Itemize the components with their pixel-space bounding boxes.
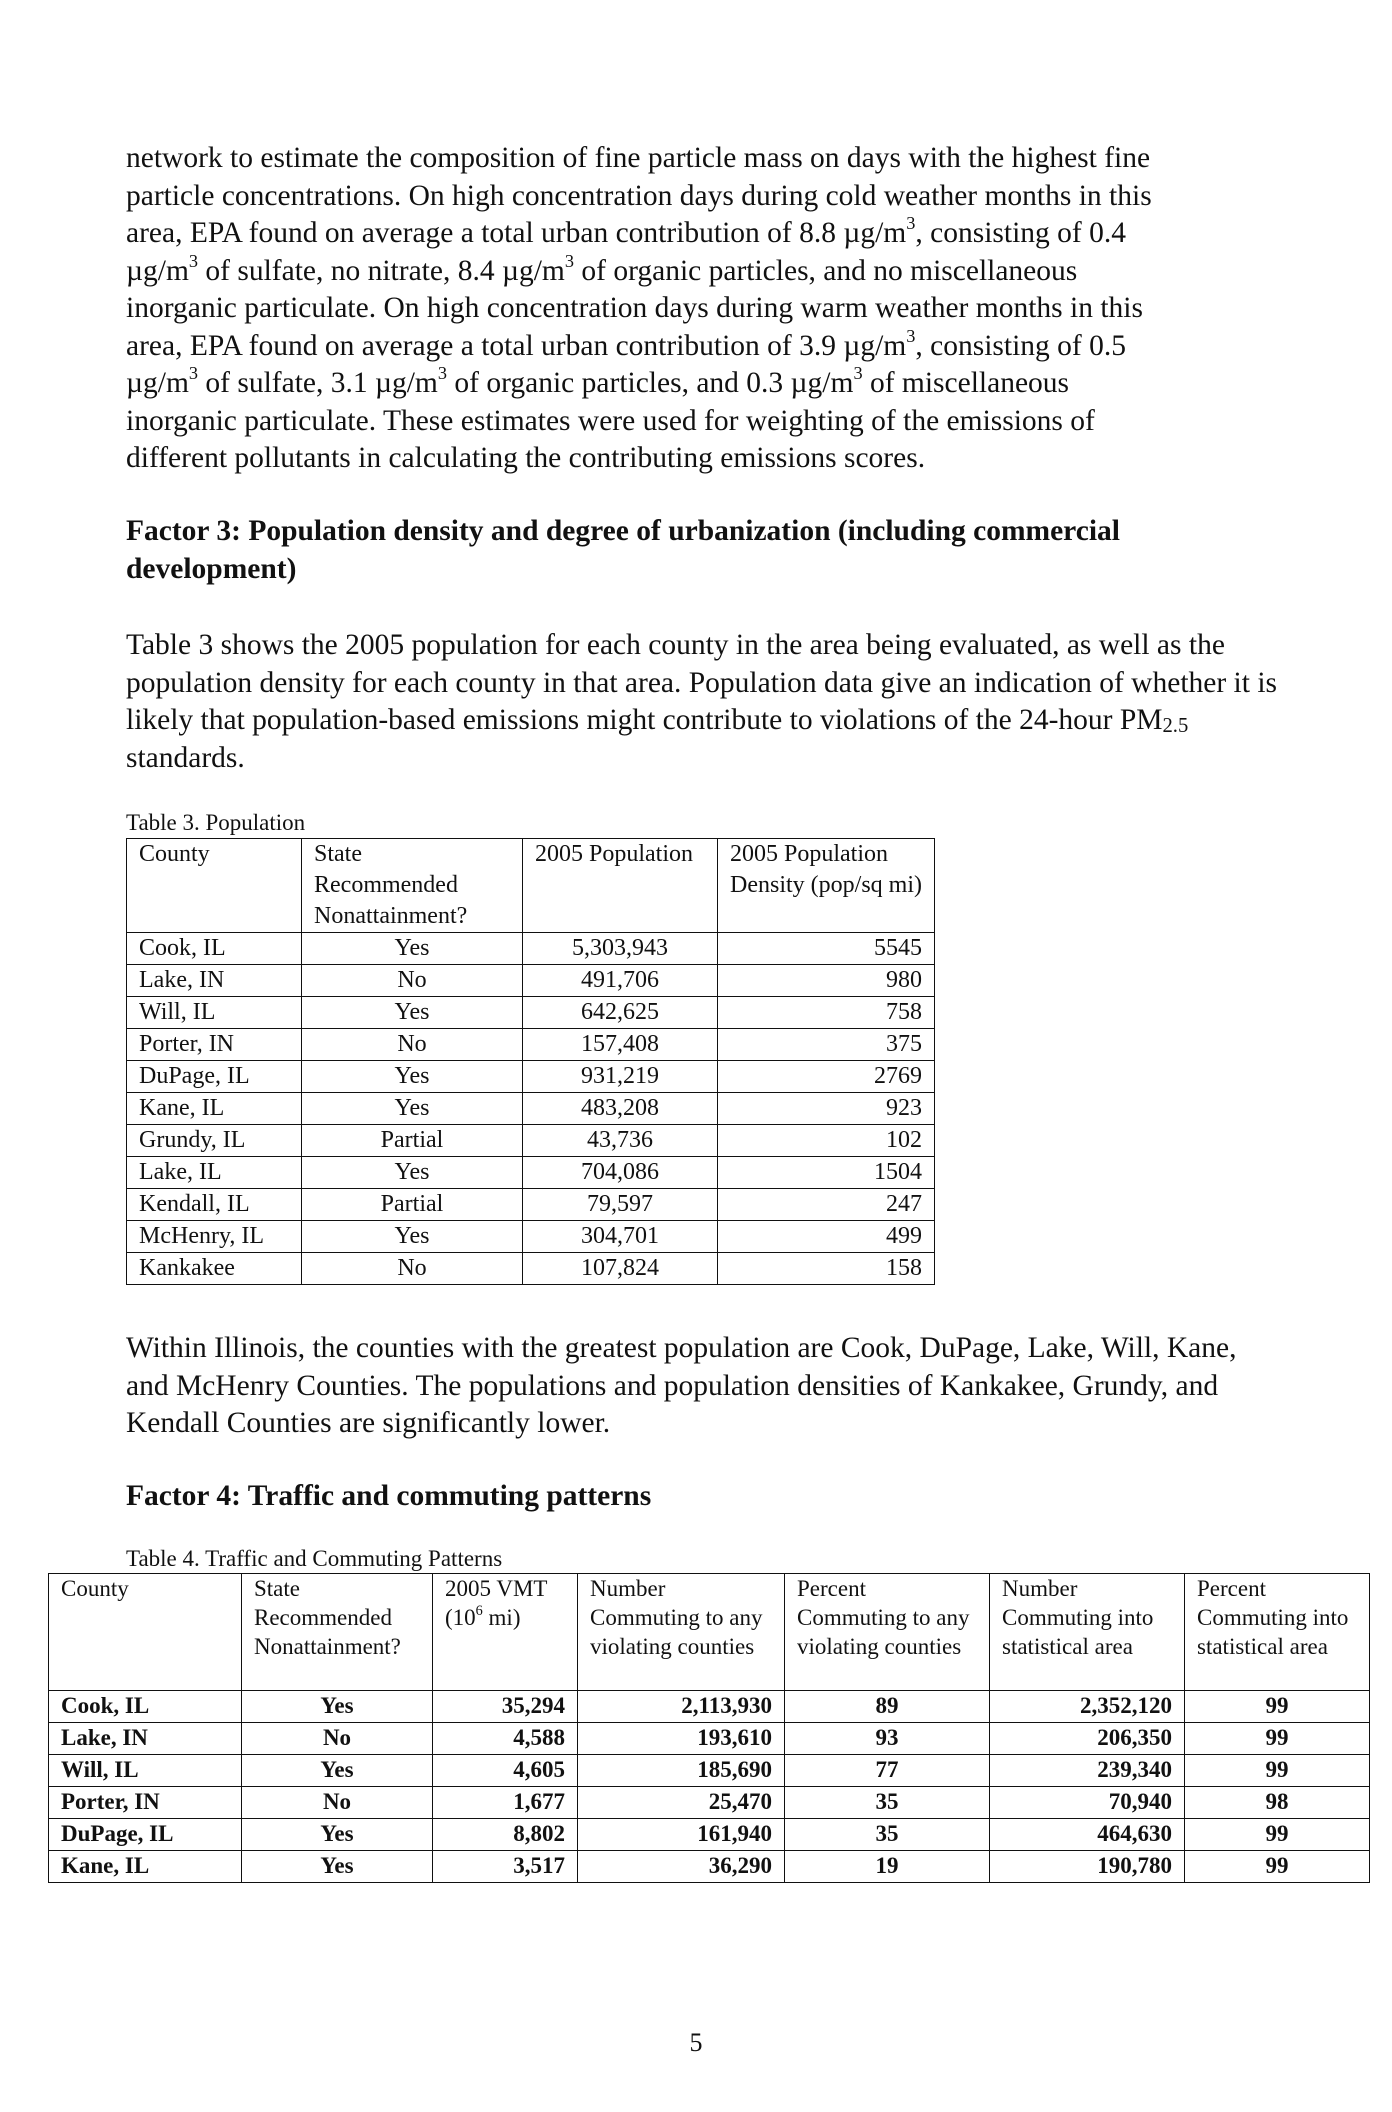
- table-cell: Yes: [302, 997, 523, 1029]
- table-header-row: [127, 839, 935, 933]
- table-cell: 704,086: [523, 1157, 718, 1189]
- table-cell: 70,940: [990, 1787, 1185, 1819]
- col-state-recommended: State Recommended Nonattainment?: [302, 839, 523, 933]
- table-cell: 193,610: [578, 1723, 785, 1755]
- table-cell: 239,340: [990, 1755, 1185, 1787]
- table-cell: 2769: [718, 1061, 935, 1093]
- table-cell: DuPage, IL: [127, 1061, 302, 1093]
- table-cell: 19: [785, 1851, 990, 1883]
- table-cell: 206,350: [990, 1723, 1185, 1755]
- table-cell: 375: [718, 1029, 935, 1061]
- table-row: [127, 1221, 935, 1253]
- table-row: [49, 1691, 1370, 1723]
- table-row: [49, 1851, 1370, 1883]
- table-cell: Yes: [302, 1221, 523, 1253]
- table-cell: Kankakee: [127, 1253, 302, 1285]
- table-row: [127, 997, 935, 1029]
- table-cell: 3,517: [433, 1851, 578, 1883]
- table-cell: No: [302, 1253, 523, 1285]
- table-cell: Partial: [302, 1189, 523, 1221]
- table-cell: Lake, IL: [127, 1157, 302, 1189]
- table-cell: 464,630: [990, 1819, 1185, 1851]
- table-cell: 304,701: [523, 1221, 718, 1253]
- table-cell: 642,625: [523, 997, 718, 1029]
- table-cell: Kane, IL: [127, 1093, 302, 1125]
- table-cell: 79,597: [523, 1189, 718, 1221]
- table-cell: 35,294: [433, 1691, 578, 1723]
- table-cell: Cook, IL: [127, 933, 302, 965]
- table-row: [127, 1125, 935, 1157]
- table-cell: Will, IL: [127, 997, 302, 1029]
- intro-line: $\mu g/m^3$ of sulfate, 3.1 $\mu g/m^3$ of organic particles, and 0.3 $\mu g/m^3$ of miscellaneous: [126, 363, 1070, 399]
- table3-caption: Table 3. Population: [126, 810, 306, 835]
- col-number-commuting-statistical: Number Commuting into statistical area: [990, 1574, 1185, 1691]
- table-row: [49, 1819, 1370, 1851]
- table-cell: 89: [785, 1691, 990, 1723]
- table-cell: 157,408: [523, 1029, 718, 1061]
- intro-line: area, EPA found on average a total urban contribution of 3.9 $\mu g/m^3$, consisting of 0.5: [126, 325, 1126, 362]
- table-cell: 107,824: [523, 1253, 718, 1285]
- col-population-density: 2005 Population Density (pop/sq mi): [718, 839, 935, 933]
- col-county: County: [127, 839, 302, 933]
- table-cell: McHenry, IL: [127, 1221, 302, 1253]
- table-cell: 923: [718, 1093, 935, 1125]
- table-cell: Kendall, IL: [127, 1189, 302, 1221]
- intro-line: different pollutants in calculating the contributing emissions scores.: [126, 442, 926, 474]
- table-cell: Lake, IN: [127, 965, 302, 997]
- intro-line: network to estimate the composition of fine particle mass on days with the highest fine: [126, 142, 1151, 174]
- table-cell: Yes: [242, 1755, 433, 1787]
- table-row: [127, 965, 935, 997]
- table-cell: Partial: [302, 1125, 523, 1157]
- table-header-row: [49, 1574, 1370, 1691]
- table-cell: DuPage, IL: [49, 1819, 242, 1851]
- intro-paragraph: [126, 140, 1286, 478]
- table-cell: 483,208: [523, 1093, 718, 1125]
- table-cell: 758: [718, 997, 935, 1029]
- table-cell: Yes: [302, 933, 523, 965]
- table-cell: Will, IL: [49, 1755, 242, 1787]
- table-cell: Porter, IN: [127, 1029, 302, 1061]
- table-cell: 158: [718, 1253, 935, 1285]
- intro-line: inorganic particulate. On high concentration days during warm weather months in this: [126, 292, 1143, 324]
- col-percent-commuting-violating: Percent Commuting to any violating counties: [785, 1574, 990, 1691]
- table-cell: 25,470: [578, 1787, 785, 1819]
- col-percent-commuting-statistical: Percent Commuting into statistical area: [1185, 1574, 1370, 1691]
- table-cell: Yes: [302, 1157, 523, 1189]
- table-cell: Yes: [242, 1819, 433, 1851]
- table-cell: 35: [785, 1787, 990, 1819]
- table-cell: 98: [1185, 1787, 1370, 1819]
- table-cell: 1,677: [433, 1787, 578, 1819]
- table-cell: 102: [718, 1125, 935, 1157]
- table-cell: 36,290: [578, 1851, 785, 1883]
- table-cell: 99: [1185, 1723, 1370, 1755]
- factor3-paragraph: Table 3 shows the 2005 population for each county in the area being evaluated, as well as the population density for each county in that area. Population data give an indication of whether it is likely that population-based emissions might contribute to violations of the 24-hour $PM_{2.5}$ standards.: [126, 629, 1278, 774]
- table-row: [127, 1253, 935, 1285]
- table-row: [49, 1723, 1370, 1755]
- table-cell: 161,940: [578, 1819, 785, 1851]
- table-cell: Yes: [302, 1093, 523, 1125]
- table-cell: No: [302, 965, 523, 997]
- table-cell: 5545: [718, 933, 935, 965]
- table-cell: 99: [1185, 1819, 1370, 1851]
- table-cell: 190,780: [990, 1851, 1185, 1883]
- table-cell: No: [302, 1029, 523, 1061]
- intro-line: area, EPA found on average a total urban contribution of 8.8 $\mu g/m^3$, consisting of 0.4: [126, 213, 1126, 249]
- table-cell: 5,303,943: [523, 933, 718, 965]
- table-cell: 1504: [718, 1157, 935, 1189]
- table-row: [127, 1029, 935, 1061]
- table-cell: Yes: [302, 1061, 523, 1093]
- table-row: [49, 1787, 1370, 1819]
- table-row: [127, 1093, 935, 1125]
- col-population: 2005 Population: [523, 839, 718, 933]
- table-row: [127, 933, 935, 965]
- factor3-heading: Factor 3: Population density and degree of urbanization (including commercial development): [126, 515, 1120, 585]
- table-cell: 43,736: [523, 1125, 718, 1157]
- table-cell: 931,219: [523, 1061, 718, 1093]
- table-cell: 185,690: [578, 1755, 785, 1787]
- table-cell: Cook, IL: [49, 1691, 242, 1723]
- col-county: County: [49, 1574, 242, 1691]
- table-cell: 8,802: [433, 1819, 578, 1851]
- table-cell: 499: [718, 1221, 935, 1253]
- table-cell: No: [242, 1723, 433, 1755]
- table-cell: 99: [1185, 1691, 1370, 1723]
- table-cell: Yes: [242, 1691, 433, 1723]
- page-number: 5: [689, 2028, 703, 2057]
- intro-line: $\mu g/m^3$ of sulfate, no nitrate, 8.4 $\mu g/m^3$ of organic particles, and no miscellaneous: [126, 250, 1078, 287]
- table4-caption: Table 4. Traffic and Commuting Patterns: [126, 1546, 503, 1571]
- col-vmt: 2005 VMT ($10^6$ mi): [433, 1574, 578, 1691]
- table-cell: 2,113,930: [578, 1691, 785, 1723]
- table-cell: Kane, IL: [49, 1851, 242, 1883]
- table-row: [49, 1755, 1370, 1787]
- table-cell: Yes: [242, 1851, 433, 1883]
- factor4-heading: Factor 4: Traffic and commuting patterns: [126, 1480, 652, 1512]
- table-cell: 99: [1185, 1755, 1370, 1787]
- table-cell: 980: [718, 965, 935, 997]
- table-cell: 77: [785, 1755, 990, 1787]
- table-cell: No: [242, 1787, 433, 1819]
- table-cell: Porter, IN: [49, 1787, 242, 1819]
- factor3-summary: Within Illinois, the counties with the greatest population are Cook, DuPage, Lake, Will, Kane, and McHenry Counties. The populations and population densities of Kankakee, Grundy, and Kendall Counties are significantly lower.: [126, 1332, 1237, 1439]
- table-row: [127, 1189, 935, 1221]
- table-cell: 99: [1185, 1851, 1370, 1883]
- traffic-table: [48, 1573, 1370, 1883]
- table-cell: Grundy, IL: [127, 1125, 302, 1157]
- table-cell: 4,588: [433, 1723, 578, 1755]
- col-state-recommended: State Recommended Nonattainment?: [242, 1574, 433, 1691]
- population-table: [126, 838, 935, 1285]
- col-number-commuting-violating: Number Commuting to any violating counties: [578, 1574, 785, 1691]
- table-cell: 4,605: [433, 1755, 578, 1787]
- table-cell: 247: [718, 1189, 935, 1221]
- table-row: [127, 1157, 935, 1189]
- table-cell: 93: [785, 1723, 990, 1755]
- intro-line: particle concentrations. On high concentration days during cold weather months in this: [126, 179, 1152, 212]
- intro-line: inorganic particulate. These estimates were used for weighting of the emissions of: [126, 404, 1095, 437]
- table-row: [127, 1061, 935, 1093]
- table-cell: 35: [785, 1819, 990, 1851]
- table-cell: Lake, IN: [49, 1723, 242, 1755]
- table-cell: 491,706: [523, 965, 718, 997]
- table-cell: 2,352,120: [990, 1691, 1185, 1723]
